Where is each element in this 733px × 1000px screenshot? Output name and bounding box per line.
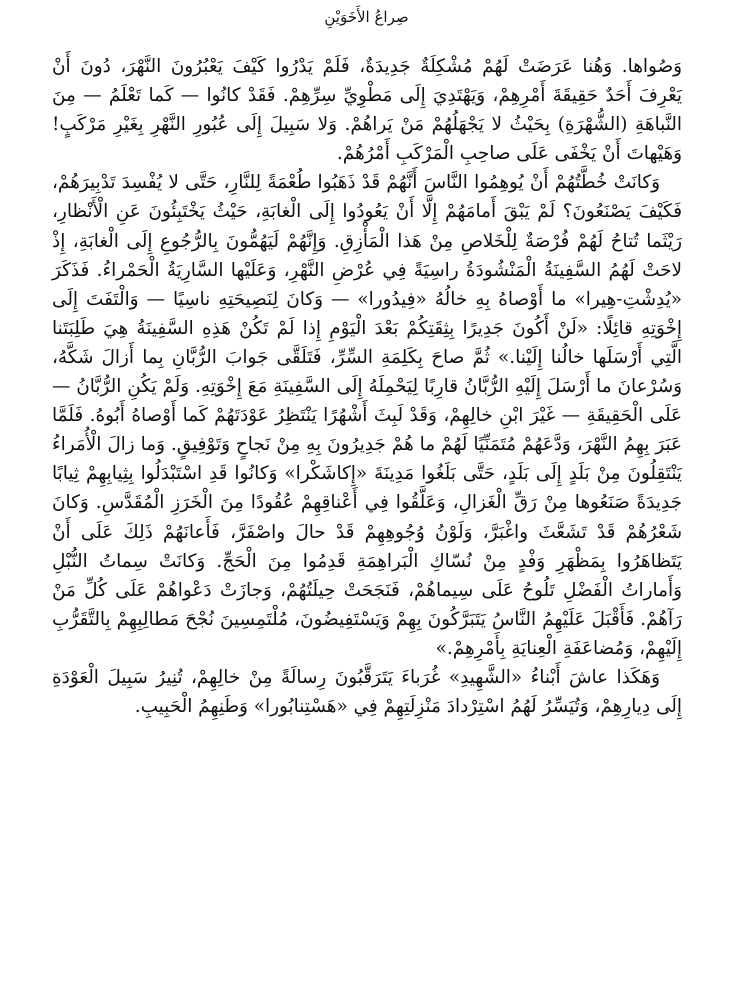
paragraph-1: وَصُواها. وَهُنا عَرَضَتْ لَهُمْ مُشْكِلَةٌ جَدِيدَةٌ، فَلَمْ يَدْرُوا كَيْفَ يَعْبُرُونَ النَّهْرَ، دُونَ أَنْ يَعْرِفَ أَحَدٌ حَقِيقَةَ أَمْرِهِمْ، وَيَهْتَدِيَ إِلَى مَطْوِيِّ سِرِّهِمْ. فَقَدْ كانُوا — كَما تَعْلَمُ — مِنَ النَّباهَةِ (الشُّهْرَةِ) بِحَيْثُ لا يَجْهَلُهُمْ مَنْ يَراهُمْ. وَلا سَبِيلَ إِلَى عُبُورِ النَّهْرِ بِغَيْرِ مَرْكَبٍ! وَهَيْهاتَ أَنْ يَخْفَى عَلَى صاحِبِ الْمَرْكَبِ أَمْرُهُمْ. — [52, 56, 682, 165]
page-header-title: صِراعُ الأَخَوَيْنِ — [324, 8, 409, 26]
paragraph-2: وَكانَتْ خُطَّتُهُمْ أَنْ يُوهِمُوا النَّاسَ أَنَّهُمْ قَدْ ذَهَبُوا طُعْمَةً لِلنَّارِ، حَتَّى لا يُفْسِدَ تَدْبِيرَهُمْ، فَكَيْفَ يَصْنَعُونَ؟ لَمْ يَبْقَ أَمامَهُمْ إِلَّا أَنْ يَعُودُوا إِلَى الْغابَةِ، حَيْثُ يَخْتَبِئُونَ عَنِ الْأَنْظارِ، رَيْثَما تُتاحُ لَهُمْ فُرْصَةٌ لِلْخَلاصِ مِنْ هَذا الْمَأْزِقِ. وَإِنَّهُمْ لَيَهُمُّونَ بِالرُّجُوعِ إِلَى الْغابَةِ، إِذْ لاحَتْ لَهُمُ السَّفِينَةُ الْمَنْشُودَةُ راسِيَةً فِي عُرْضِ النَّهْرِ، وَعَلَيْها السَّارِيَةُ الْحَمْراءُ. فَذَكَرَ «يُدِشْتِ-هِيرا» ما أَوْصاهُ بِهِ خالُهُ «فِيدُورا» — وَكانَ لِنَصِيحَتِهِ ناسِيًا — وَالْتَفَتَ إِلَى إِخْوَتِهِ قائِلًا: «لَنْ أَكُونَ جَدِيرًا بِثِقَتِكُمْ بَعْدَ الْيَوْمِ إِذا لَمْ تَكُنْ هَذِهِ السَّفِينَةُ هِيَ طَلِبَتَنا الَّتِي أَرْسَلَها خالُنا إِلَيْنا.» ثُمَّ صاحَ بِكَلِمَةِ السِّرِّ، فَتَلَقَّى جَوابَ الرُّبَّانِ بِما أَزالَ شَكَّهُ، وَسُرْعانَ ما أَرْسَلَ إِلَيْهِ الرُّبَّانُ قارِبًا لِيَحْمِلَهُ إِلَى السَّفِينَةِ مَعَ إِخْوَتِهِ. وَلَمْ يَكُنِ الرُّبَّانُ — عَلَى الْحَقِيقَةِ — غَيْرَ ابْنِ خالِهِمْ، وَقَدْ لَبِثَ أَشْهُرًا يَنْتَظِرُ عَوْدَتَهُمْ كَما أَوْصاهُ أَبُوهُ. فَلَمَّا عَبَرَ بِهِمُ النَّهْرَ، وَدَّعَهُمْ مُتَمَنِّيًا لَهُمْ ما هُمْ جَدِيرُونَ بِهِ مِنْ نَجاحٍ وَتَوْفِيقٍ. وَما زالَ الْأُمَراءُ يَنْتَقِلُونَ مِنْ بَلَدٍ إِلَى بَلَدٍ، حَتَّى بَلَغُوا مَدِينَةَ «إِكاشَكْرا» وَكانُوا قَدِ اسْتَبْدَلُوا بِثِيابِهِمْ ثِيابًا جَدِيدَةً صَنَعُوها مِنْ رَقِّ الْغَزالِ، وَعَلَّقُوا فِي أَعْناقِهِمْ عُقُودًا مِنَ الْخَرَزِ الْمُقَدَّسِ. وَكانَ شَعْرُهُمْ قَدْ تَشَعَّثَ واغْبَرَّ، وَلَوْنُ وُجُوهِهِمْ قَدْ حالَ واصْفَرَّ، فَأَعانَهُمْ ذَلِكَ عَلَى أَنْ يَتَظاهَرُوا بِمَظْهَرِ وَفْدٍ مِنْ نُسّاكِ الْبَراهِمَةِ قَدِمُوا مِنَ الْحَجِّ. وَكانَتْ سِماتُ النُّبْلِ وَأَماراتُ الْفَضْلِ تَلُوحُ عَلَى سِيماهُمْ، فَنَجَحَتْ حِيلَتُهُمْ، وَجازَتْ دَعْواهُمْ عَلَى كُلِّ مَنْ رَآهُمْ. فَأَقْبَلَ عَلَيْهِمُ النَّاسُ يَتَبَرَّكُونَ بِهِمْ وَيَسْتَفِيضُونَ، مُلْتَمِسِينَ نُجْحَ مَطالِبِهِمْ بِالتَّقَرُّبِ إِلَيْهِمْ، وَمُضاعَفَةِ الْعِنايَةِ بِأَمْرِهِمْ.» — [52, 172, 682, 659]
paragraph-3: وَهَكَذا عاشَ أَبْناءُ «الشَّهِيدِ» غُرَباءَ يَتَرَقَّبُونَ رِسالَةً مِنْ خالِهِمْ، تُنِيرُ سَبِيلَ الْعَوْدَةِ إِلَى دِيارِهِمْ، وَتُيَسِّرُ لَهُمُ اسْتِرْدادَ مَنْزِلَتِهِمْ فِي «هَسْتِنابُورا» وَطَنِهِمُ الْحَبِيبِ. — [52, 666, 682, 718]
body-text — [52, 52, 682, 721]
